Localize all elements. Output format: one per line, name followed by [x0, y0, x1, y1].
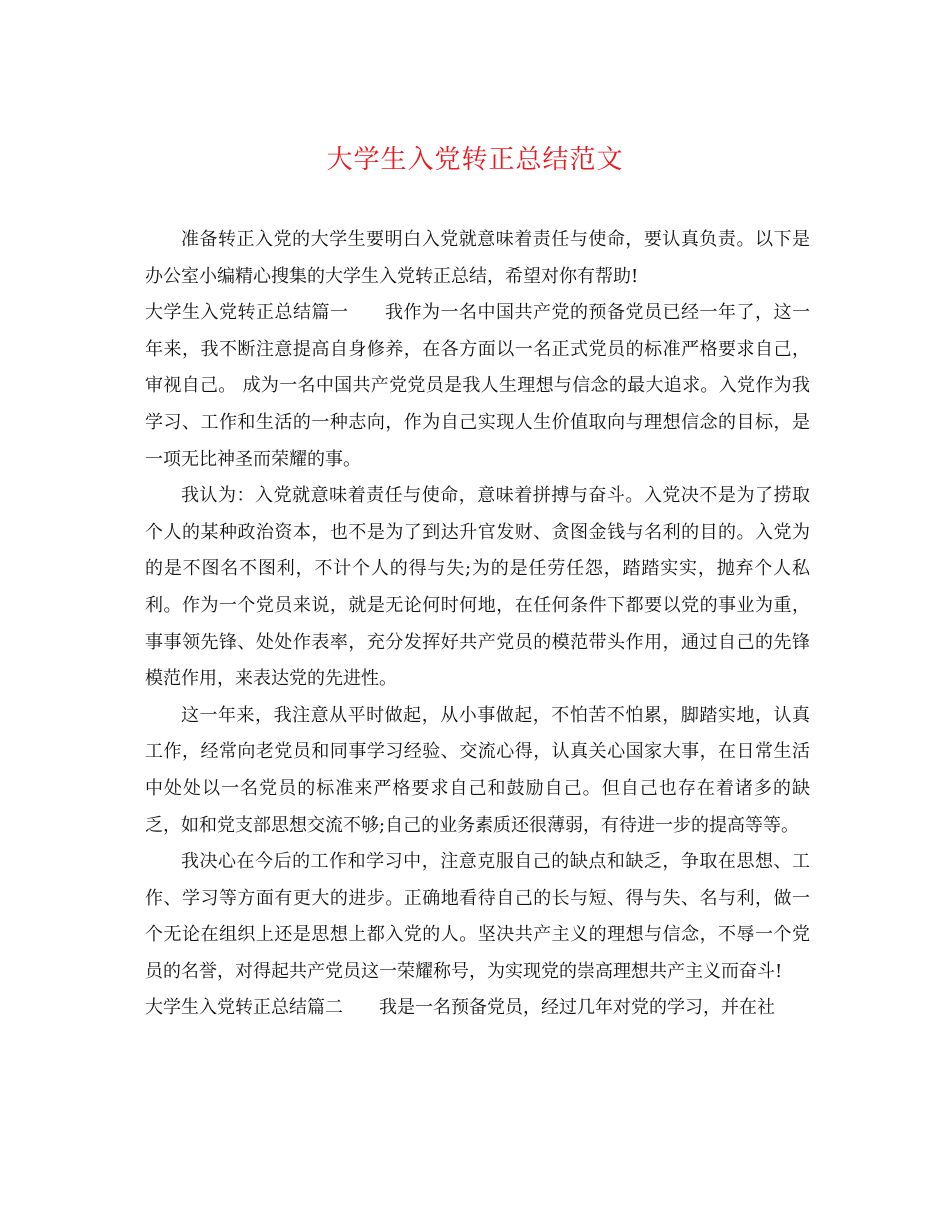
document-title: 大学生入党转正总结范文 — [326, 145, 624, 175]
section-1-paragraph: 我决心在今后的工作和学习中，注意克服自己的缺点和缺乏，争取在思想、工作、学习等方面有更大的进步。正确地看待自己的长与短、得与失、名与利，做一个无论在组织上还是思想上都入党的人。坚决共产主义的理想与信念，不辱一个党员的名誉，对得起共产党员这一荣耀称号，为实现党的崇高理想共产主义而奋斗! — [145, 851, 810, 982]
document-body — [145, 222, 810, 1027]
section-2-opening — [145, 990, 810, 1027]
section-1-first-text: 我作为一名中国共产党的预备党员已经一年了，这一年来，我不断注意提高自身修养，在各方面以一名正式党员的标准严格要求自己，审视自己。 成为一名中国共产党党员是我人生理想与信念的最大追求。入党作为我学习、工作和生活的一种志向，作为自己实现人生价值取向与理想信念的目标，是一项无比神圣而荣耀的事。 — [145, 302, 810, 470]
section-2-heading: 大学生入党转正总结篇二 — [145, 997, 343, 1019]
section-1-paragraph: 这一年来，我注意从平时做起，从小事做起，不怕苦不怕累，脚踏实地，认真工作，经常向老党员和同事学习经验、交流心得，认真关心国家大事，在日常生活中处处以一名党员的标准来严格要求自己和鼓励自己。但自己也存在着诸多的缺乏，如和党支部思想交流不够;自己的业务素质还很薄弱，有待进一步的提高等等。 — [145, 704, 810, 836]
intro-paragraph: 准备转正入党的大学生要明白入党就意味着责任与使命，要认真负责。以下是办公室小编精心搜集的大学生入党转正总结，希望对你有帮助! — [145, 229, 810, 287]
section-1-paragraph: 我认为：入党就意味着责任与使命，意味着拼搏与奋斗。入党决不是为了捞取个人的某种政治资本，也不是为了到达升官发财、贪图金钱与名利的目的。入党为的是不图名不图利，不计个人的得与失;为的是任劳任怨，踏踏实实，抛弃个人私利。作为一个党员来说，就是无论何时何地，在任何条件下都要以党的事业为重，事事领先锋、处处作表率，充分发挥好共产党员的模范带头作用，通过自己的先锋模范作用，来表达党的先进性。 — [145, 485, 810, 690]
section-1-opening — [145, 295, 810, 478]
section-2-first-text: 我是一名预备党员，经过几年对党的学习，并在社 — [379, 997, 775, 1019]
section-1-heading: 大学生入党转正总结篇一 — [145, 302, 349, 324]
